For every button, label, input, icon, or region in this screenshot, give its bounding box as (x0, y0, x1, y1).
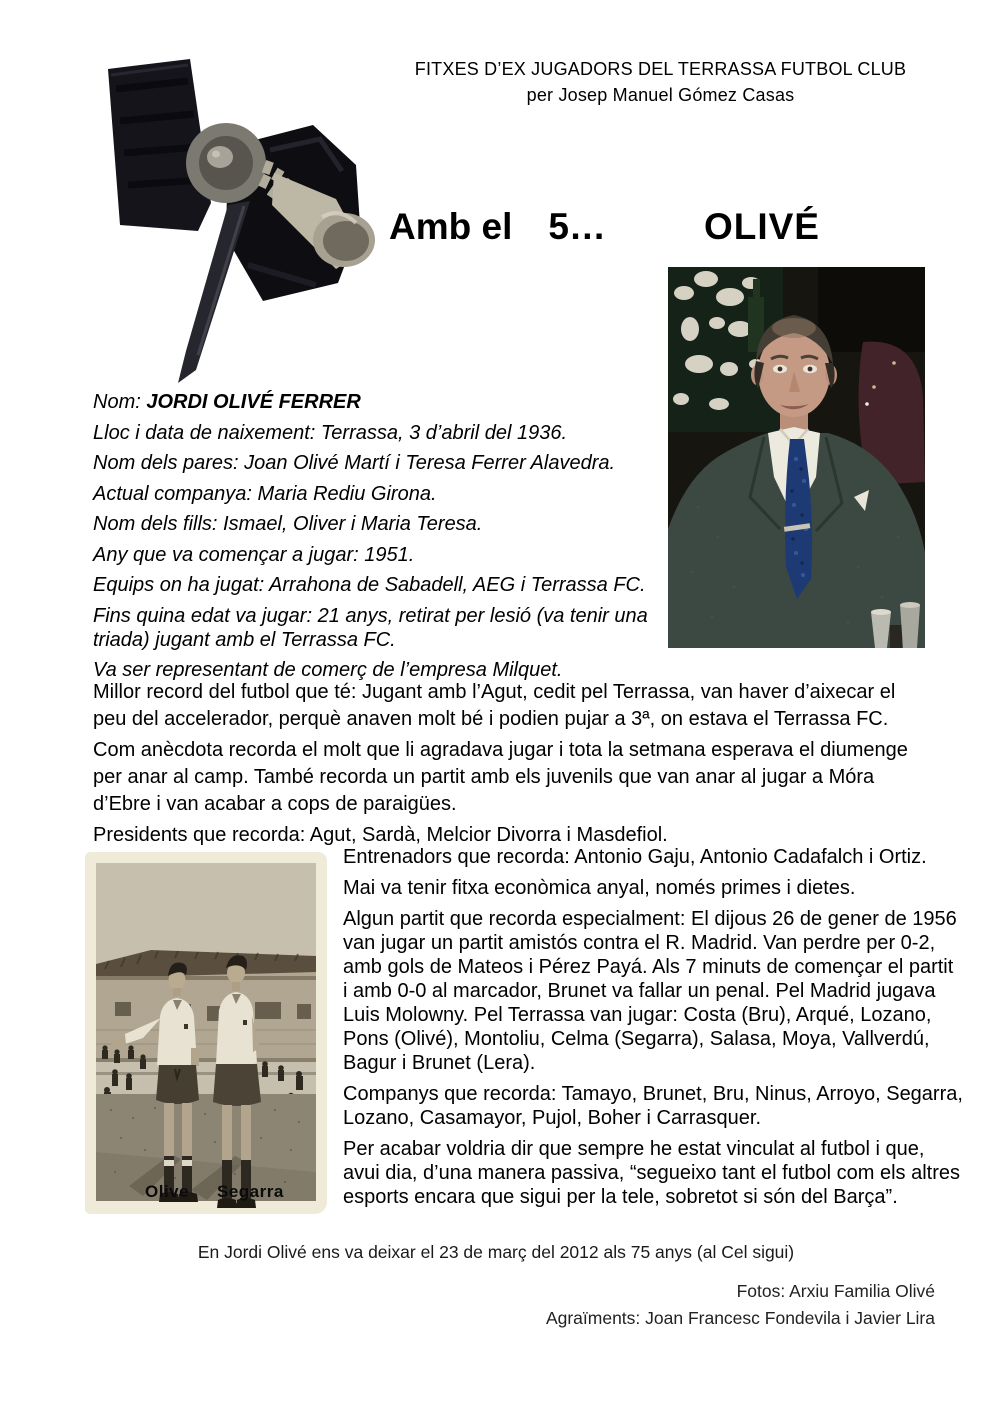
paragraph: Com anècdota recorda el molt que li agradava jugar i tota la setmana esperava el diumenge per anar al camp. També recorda un partit amb els juvenils que van anar al jugar a Móra d’Ebre i van acabar a cops de paraigües. (93, 739, 908, 815)
memories-section (93, 679, 917, 853)
bio-line: Equips on ha jugat: Arrahona de Sabadell, AEG i Terrassa FC. (93, 574, 646, 596)
title-prefix: Amb el (389, 206, 513, 247)
paragraph: Algun partit que recorda especialment: El dijous 26 de gener de 1956 van jugar un partit amistós contra el R. Madrid. Van perdre per 0-2, amb gols de Mateos i Pérez Payá. Als 7 minuts de començar el partit i amb 0-0 al marcador, Brunet va fallar un penal. Pel Madrid jugava Luis Molowny. Pel Terrassa van jugar: Costa (Bru), Arqué, Lozano, Pons (Olivé), Montoliu, Celma (Segarra), Salasa, Moya, Vallverdú, Bagur i Brunet (Lera). (343, 908, 957, 1074)
paragraph: Presidents que recorda: Agut, Sardà, Melcior Divorra i Masdefiol. (93, 824, 668, 846)
bio-nom-value: JORDI OLIVÉ FERRER (146, 391, 361, 413)
players-photo (85, 852, 327, 1214)
bio-nom-label: Nom: (93, 391, 147, 413)
bio-line: Va ser representant de comerç de l’empresa Milquet. (93, 659, 563, 681)
bio-line: Nom dels pares: Joan Olivé Martí i Teresa Ferrer Alavedra. (93, 452, 616, 474)
paragraph: Per acabar voldria dir que sempre he estat vinculat al futbol i que, avui dia, d’una manera passiva, “segueixo tant el futbol com els altres esports encara que sigui per la tele, sobretot si són del Barça”. (343, 1138, 961, 1208)
page-header (388, 56, 933, 108)
players-photo-graphic (85, 852, 327, 1214)
header-title: FITXES D’EX JUGADORS DEL TERRASSA FUTBOL CLUB (414, 59, 907, 79)
header-byline: per Josep Manuel Gómez Casas (526, 85, 795, 105)
bio-section (93, 390, 673, 689)
bio-line: Actual companya: Maria Rediu Girona. (93, 482, 437, 505)
photos-credit: Fotos: Arxiu Familia Olivé (736, 1281, 935, 1301)
paragraph: Mai va tenir fitxa econòmica anyal, només primes i dietes. (343, 877, 856, 899)
bio-line: Lloc i data de naixement: Terrassa, 3 d’abril del 1936. (93, 421, 567, 444)
memories-right-column (343, 845, 963, 1216)
flash-equipment-graphic (78, 55, 378, 385)
bio-line: Nom dels fills: Ismael, Oliver i Maria Teresa. (93, 513, 483, 535)
bio-line-nom (93, 390, 673, 414)
paragraph: Companys que recorda: Tamayo, Brunet, Bru, Ninus, Arroyo, Segarra, Lozano, Casamayor, Pujol, Boher i Carrasquer. (343, 1083, 963, 1129)
obituary-line: En Jordi Olivé ens va deixar el 23 de març del 2012 als 75 anys (al Cel sigui) (197, 1242, 795, 1262)
flash-equipment-image (78, 55, 378, 385)
bio-line: Any que va començar a jugar: 1951. (93, 543, 415, 566)
bio-line: Fins quina edat va jugar: 21 anys, retirat per lesió (va tenir una triada) jugant amb el Terrassa FC. (93, 604, 648, 651)
portrait-graphic (668, 267, 925, 648)
title-number: 5… (548, 206, 606, 247)
player-label-segarra: Segarra (217, 1182, 284, 1201)
paragraph: Millor record del futbol que té: Jugant amb l’Agut, cedit pel Terrassa, van haver d’aixecar el peu del accelerador, perquè anaven molt bé i podien pujar a 3ª, on estava el Terrassa FC. (93, 681, 896, 730)
title-surname: OLIVÉ (703, 206, 820, 247)
paragraph: Entrenadors que recorda: Antonio Gaju, Antonio Cadafalch i Ortiz. (343, 846, 927, 868)
page-title (389, 204, 949, 250)
portrait-photo (668, 267, 925, 648)
credits-block (546, 1278, 935, 1332)
acknowledgements: Agraïments: Joan Francesc Fondevila i Javier Lira (545, 1308, 935, 1328)
player-label-olive: Olive (145, 1182, 190, 1201)
